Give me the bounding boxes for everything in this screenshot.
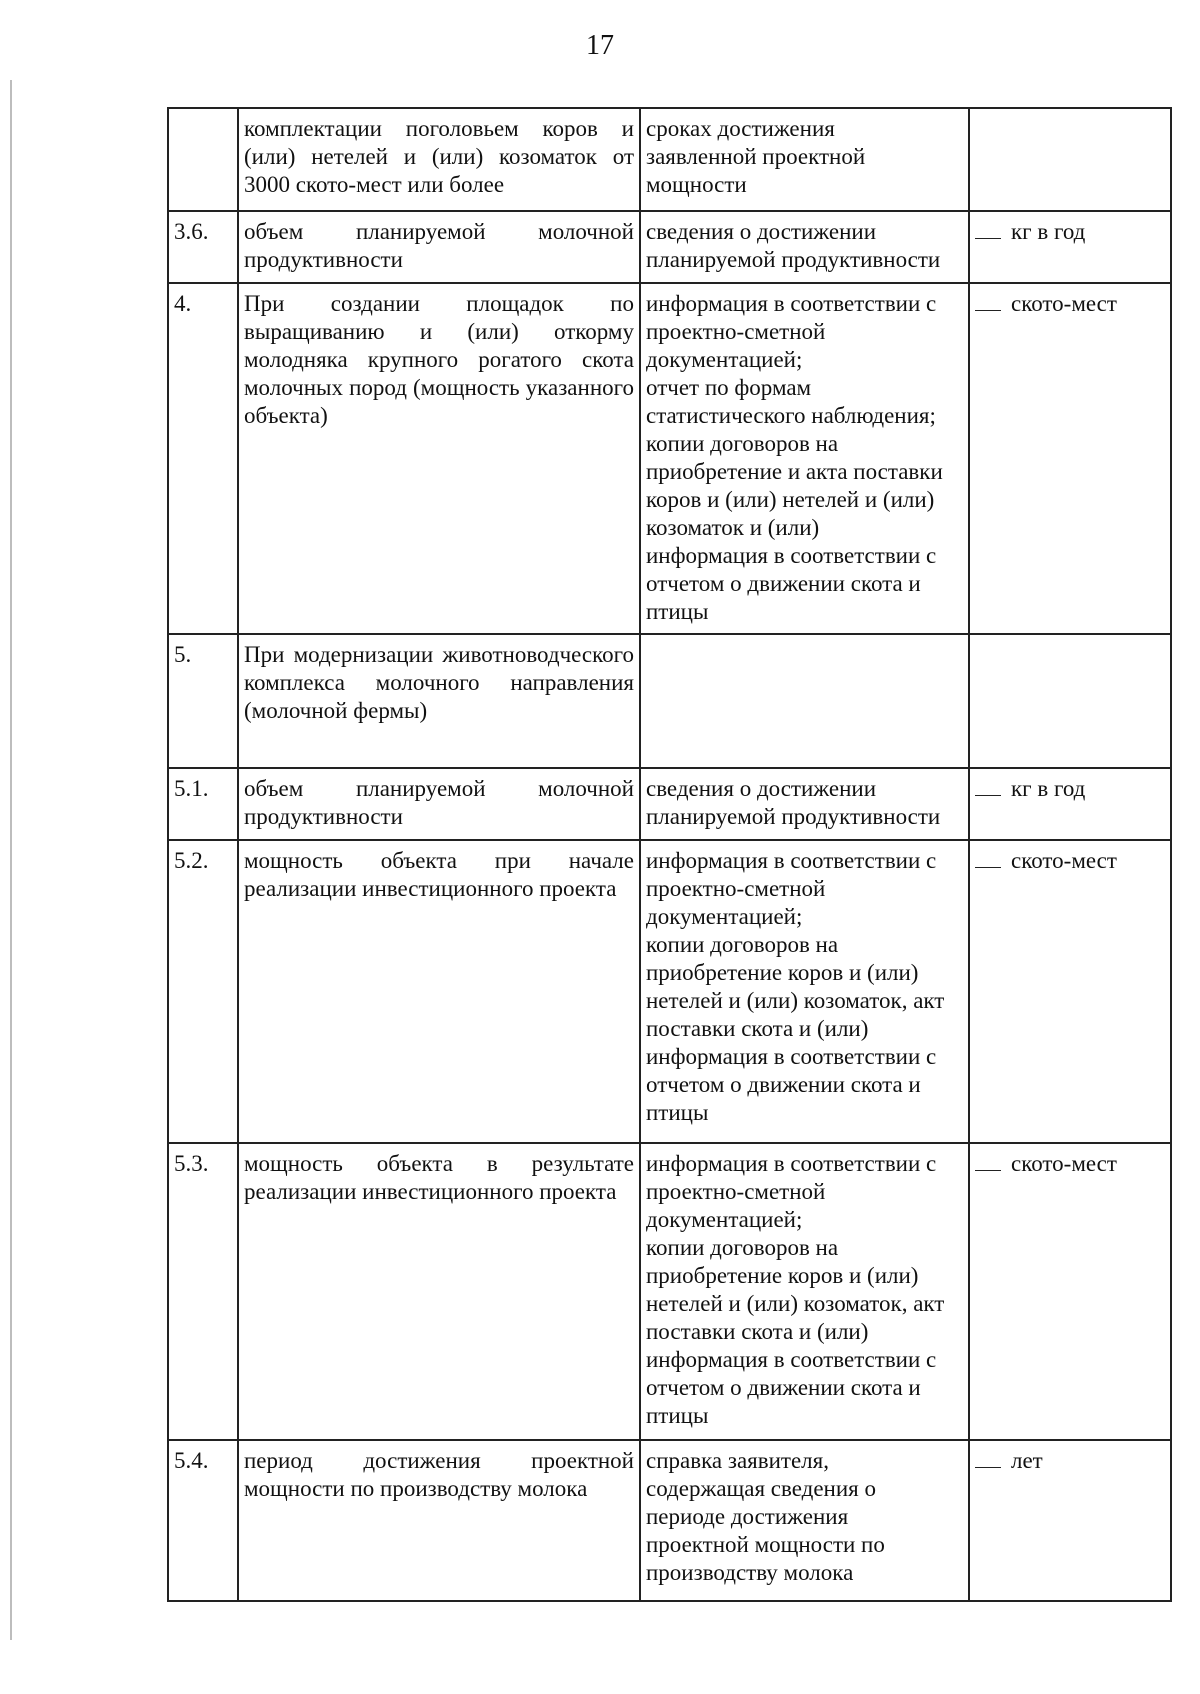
document-line: поставки скота и (или)	[646, 1319, 869, 1344]
document-line: птицы	[646, 1403, 709, 1428]
table-row	[168, 1143, 1171, 1440]
row-number	[168, 108, 238, 211]
table-body	[168, 108, 1171, 1601]
unit-label: ското-мест	[1011, 1151, 1117, 1176]
document-line: планируемой продуктивности	[646, 804, 941, 829]
document-line: информация в соответствии с	[646, 1151, 937, 1176]
document-line: планируемой продуктивности	[646, 247, 941, 272]
value-cell	[969, 283, 1171, 634]
document-line: мощности	[646, 172, 747, 197]
document-line: проектно-сметной	[646, 319, 826, 344]
document-line: проектно-сметной	[646, 876, 826, 901]
value-cell	[969, 1440, 1171, 1601]
document-line: птицы	[646, 1100, 709, 1125]
document-line: приобретение и акта поставки	[646, 459, 943, 484]
documents-cell	[640, 283, 969, 634]
document-line: копии договоров на	[646, 431, 839, 456]
unit-label: кг в год	[1011, 776, 1086, 801]
documents-cell	[640, 768, 969, 840]
document-line: нетелей и (или) козоматок, акт	[646, 1291, 945, 1316]
value-cell	[969, 108, 1171, 211]
document-line: информация в соответствии с	[646, 1044, 937, 1069]
document-line: информация в соответствии с	[646, 291, 937, 316]
indicators-table	[167, 107, 1172, 1602]
table-row	[168, 634, 1171, 768]
document-line: сведения о достижении	[646, 219, 877, 244]
unit-label: ското-мест	[1011, 848, 1117, 873]
document-line: проектной мощности по	[646, 1532, 885, 1557]
document-line: статистического наблюдения;	[646, 403, 936, 428]
table-row	[168, 283, 1171, 634]
documents-cell	[640, 1440, 969, 1601]
document-line: информация в соответствии с	[646, 543, 937, 568]
row-number: 5.4.	[168, 1440, 238, 1601]
row-number: 5.1.	[168, 768, 238, 840]
indicator-cell: объем планируемой молочной продуктивности	[238, 768, 640, 840]
document-line: отчетом о движении скота и	[646, 1375, 921, 1400]
row-number: 5.3.	[168, 1143, 238, 1440]
document-line: козоматок и (или)	[646, 515, 820, 540]
document-line: документацией;	[646, 347, 803, 372]
document-line: копии договоров на	[646, 1235, 839, 1260]
document-line: копии договоров на	[646, 932, 839, 957]
page-number: 17	[586, 30, 614, 61]
indicator-cell: При создании площадок по выращиванию и (или) откорму молодняка крупного рогатого скота молочных пород (мощность указанного объекта)	[238, 283, 640, 634]
fill-in-blank	[975, 777, 1001, 796]
document-line: периоде достижения	[646, 1504, 849, 1529]
value-cell	[969, 1143, 1171, 1440]
document-line: отчетом о движении скота и	[646, 1072, 921, 1097]
documents-cell	[640, 840, 969, 1143]
indicator-cell: комплектации поголовьем коров и (или) нетелей и (или) козоматок от 3000 ското-мест или более	[238, 108, 640, 211]
indicator-cell: мощность объекта в результате реализации инвестиционного проекта	[238, 1143, 640, 1440]
document-line: документацией;	[646, 1207, 803, 1232]
document-line: справка заявителя,	[646, 1448, 829, 1473]
documents-cell	[640, 1143, 969, 1440]
document-line: производству молока	[646, 1560, 854, 1585]
row-number: 5.	[168, 634, 238, 768]
indicator-cell: период достижения проектной мощности по производству молока	[238, 1440, 640, 1601]
value-cell	[969, 768, 1171, 840]
document-line: сроках достижения	[646, 116, 835, 141]
document-line: отчетом о движении скота и	[646, 571, 921, 596]
document-line: сведения о достижении	[646, 776, 877, 801]
scan-margin-line	[10, 80, 12, 1640]
document-line: информация в соответствии с	[646, 1347, 937, 1372]
document-line: отчет по формам	[646, 375, 812, 400]
document-line: проектно-сметной	[646, 1179, 826, 1204]
fill-in-blank	[975, 849, 1001, 868]
document-line: нетелей и (или) козоматок, акт	[646, 988, 945, 1013]
fill-in-blank	[975, 1152, 1001, 1171]
indicator-cell: мощность объекта при начале реализации инвестиционного проекта	[238, 840, 640, 1143]
fill-in-blank	[975, 1449, 1001, 1468]
unit-label: лет	[1011, 1448, 1043, 1473]
value-cell	[969, 634, 1171, 768]
row-number: 3.6.	[168, 211, 238, 283]
table-row	[168, 768, 1171, 840]
row-number: 5.2.	[168, 840, 238, 1143]
value-cell	[969, 211, 1171, 283]
row-number: 4.	[168, 283, 238, 634]
document-line: содержащая сведения о	[646, 1476, 876, 1501]
unit-label: кг в год	[1011, 219, 1086, 244]
document-line: коров и (или) нетелей и (или)	[646, 487, 935, 512]
fill-in-blank	[975, 220, 1001, 239]
documents-cell	[640, 108, 969, 211]
document-line: информация в соответствии с	[646, 848, 937, 873]
unit-label: ското-мест	[1011, 291, 1117, 316]
indicator-cell: объем планируемой молочной продуктивности	[238, 211, 640, 283]
document-line: документацией;	[646, 904, 803, 929]
document-line: заявленной проектной	[646, 144, 866, 169]
document-line: приобретение коров и (или)	[646, 1263, 919, 1288]
document-line: поставки скота и (или)	[646, 1016, 869, 1041]
indicator-cell: При модернизации животноводческого комплекса молочного направления (молочной фермы)	[238, 634, 640, 768]
document-line: приобретение коров и (или)	[646, 960, 919, 985]
document-line: птицы	[646, 599, 709, 624]
table-row	[168, 840, 1171, 1143]
table-row	[168, 211, 1171, 283]
table-row	[168, 1440, 1171, 1601]
documents-cell	[640, 634, 969, 768]
value-cell	[969, 840, 1171, 1143]
table-row	[168, 108, 1171, 211]
documents-cell	[640, 211, 969, 283]
fill-in-blank	[975, 292, 1001, 311]
